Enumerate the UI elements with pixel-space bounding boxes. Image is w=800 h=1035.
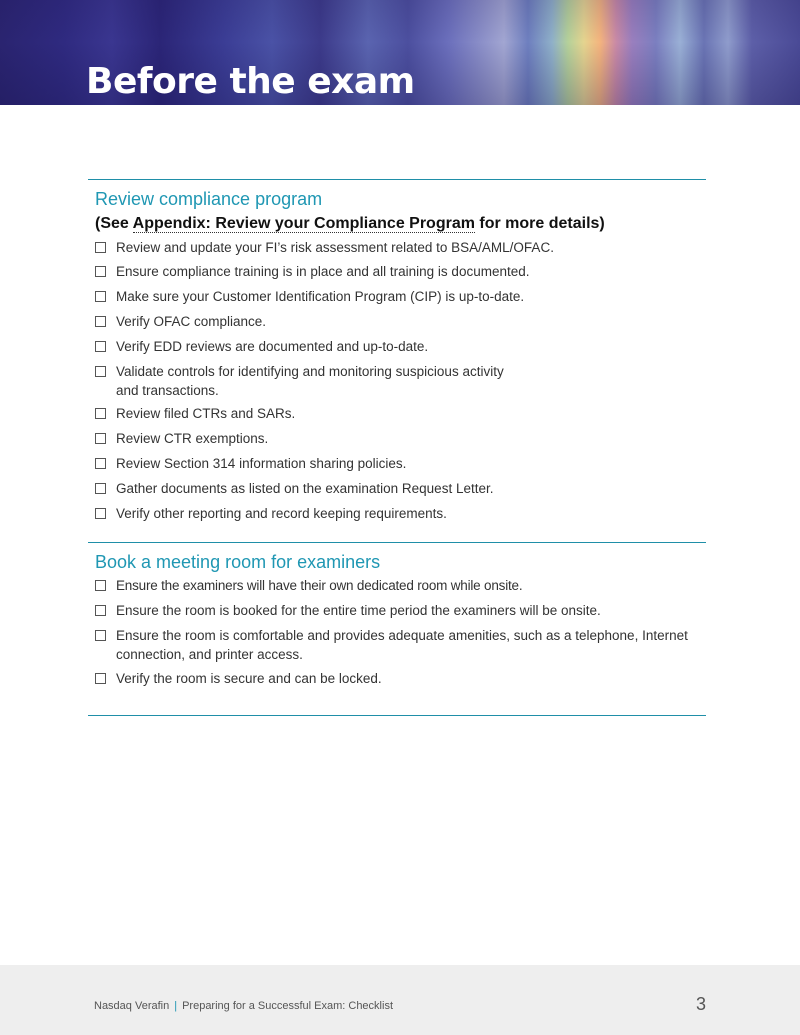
checklist-item-text: Review and update your FI’s risk assessment related to BSA/AML/OFAC.	[116, 240, 554, 255]
checklist-item-text: Verify the room is secure and can be locked.	[116, 671, 382, 686]
checkbox[interactable]	[95, 341, 106, 352]
checklist-item	[95, 430, 707, 449]
checklist-item	[95, 602, 707, 621]
checkbox[interactable]	[95, 316, 106, 327]
section-divider	[88, 179, 706, 180]
checkbox[interactable]	[95, 673, 106, 684]
page-title: Before the exam	[86, 61, 415, 102]
checkbox[interactable]	[95, 605, 106, 616]
checklist-item	[95, 263, 707, 282]
footer-brand: Nasdaq Verafin	[94, 1000, 170, 1012]
checklist-item	[95, 670, 707, 689]
checklist-item-text: Verify other reporting and record keeping requirements.	[116, 506, 447, 521]
checkbox[interactable]	[95, 630, 106, 641]
checkbox[interactable]	[95, 266, 106, 277]
section-divider	[88, 542, 706, 543]
checklist-item	[95, 288, 707, 307]
checkbox[interactable]	[95, 508, 106, 519]
checklist-item-text: Ensure the examiners will have their own dedicated room while onsite.	[116, 578, 523, 593]
checklist-item-text: Verify OFAC compliance.	[116, 314, 267, 329]
page-number: 3	[695, 994, 706, 1014]
footer-separator: |	[174, 1000, 178, 1012]
checklist-item	[95, 505, 707, 524]
checklist-item-text: Gather documents as listed on the examination Request Letter.	[116, 481, 494, 496]
checklist-item-text: Review Section 314 information sharing policies.	[116, 456, 407, 471]
checklist-item	[95, 480, 707, 499]
checklist-item	[95, 455, 707, 474]
checklist-item-text: Ensure the room is booked for the entire time period the examiners will be onsite.	[116, 603, 601, 618]
checkbox[interactable]	[95, 242, 106, 253]
appendix-note-prefix: (See	[95, 215, 133, 232]
checkbox[interactable]	[95, 580, 106, 591]
checkbox[interactable]	[95, 483, 106, 494]
checklist-item	[95, 239, 707, 258]
page-footer	[0, 965, 800, 1035]
footer-text	[94, 999, 393, 1013]
section-divider	[88, 715, 706, 716]
appendix-note	[95, 213, 605, 235]
checklist-item-text: Verify EDD reviews are documented and up-to-date.	[116, 339, 429, 354]
checklist-item	[95, 627, 707, 664]
footer-doc-title: Preparing for a Successful Exam: Checklist	[182, 1000, 393, 1012]
checklist-item-text: Review filed CTRs and SARs.	[116, 406, 296, 421]
checkbox[interactable]	[95, 433, 106, 444]
checkbox[interactable]	[95, 366, 106, 377]
checkbox[interactable]	[95, 458, 106, 469]
checklist-item-text: Make sure your Customer Identification Program (CIP) is up-to-date.	[116, 289, 525, 304]
checklist-item	[95, 405, 707, 424]
appendix-link[interactable]: Appendix: Review your Compliance Program	[132, 215, 475, 232]
appendix-note-suffix: for more details)	[474, 215, 605, 232]
checklist-item-text: Validate controls for identifying and monitoring suspicious activity and transactions.	[116, 364, 504, 398]
checkbox[interactable]	[95, 291, 106, 302]
checklist-item-text: Ensure the room is comfortable and provides adequate amenities, such as a telephone, Internet connection, and printer access.	[116, 628, 688, 662]
checklist-item	[95, 363, 707, 400]
checklist-item-text: Review CTR exemptions.	[116, 431, 269, 446]
checkbox[interactable]	[95, 408, 106, 419]
checklist-item	[95, 577, 707, 596]
checklist-item	[95, 338, 707, 357]
checklist-item	[95, 313, 707, 332]
section-heading-meeting-room: Book a meeting room for examiners	[95, 552, 381, 572]
header-banner	[0, 0, 800, 105]
checklist-item-text: Ensure compliance training is in place and all training is documented.	[116, 264, 530, 279]
section-heading-compliance: Review compliance program	[95, 189, 323, 209]
